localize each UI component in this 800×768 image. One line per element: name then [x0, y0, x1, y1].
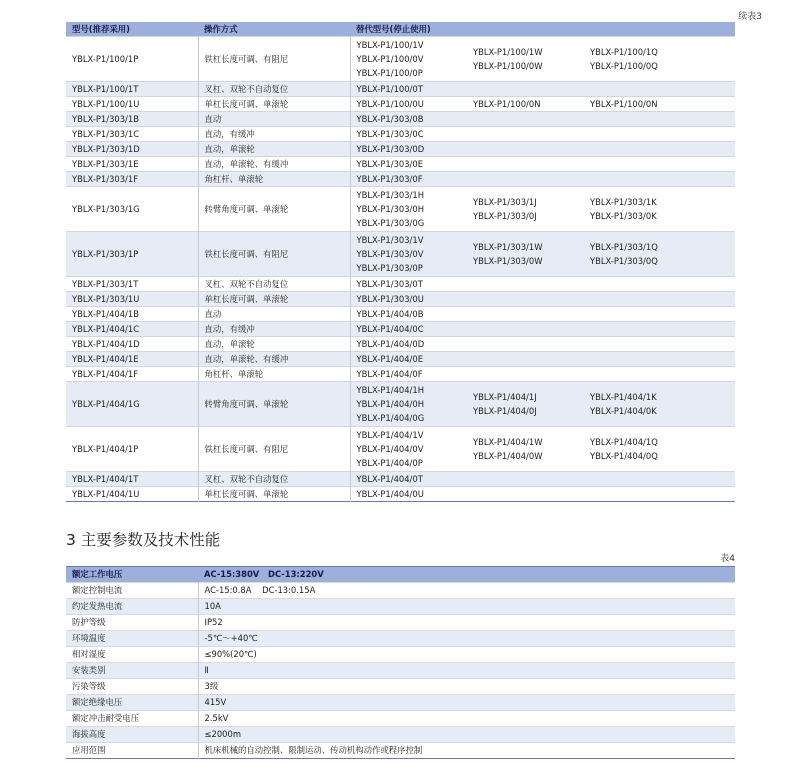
replacement-cell [467, 337, 584, 352]
replacement-model: YBLX-P1/100/0P [356, 68, 423, 78]
replacement-cell [584, 487, 735, 502]
table-row [66, 743, 735, 759]
replacement-model: YBLX-P1/404/0T [356, 474, 423, 484]
parameter-value: Ⅱ [198, 663, 735, 679]
replacement-cell [467, 307, 584, 322]
replacement-model: YBLX-P1/303/0T [356, 279, 423, 289]
replacement-cell [584, 127, 735, 142]
table-row [66, 322, 735, 337]
model-cell: YBLX-P1/404/1G [66, 382, 198, 427]
table-header-row [66, 567, 735, 583]
replacement-model: YBLX-P1/303/0W [473, 256, 543, 266]
model-cell: YBLX-P1/404/1E [66, 352, 198, 367]
replacement-cell [467, 127, 584, 142]
replacement-model: YBLX-P1/404/0D [356, 339, 425, 349]
table-row [66, 187, 735, 232]
replacement-model: YBLX-P1/404/0W [473, 451, 543, 461]
replacement-cell [467, 172, 584, 187]
table-row [66, 112, 735, 127]
replacement-model: YBLX-P1/303/0J [473, 211, 537, 221]
table4-caption: 表4 [720, 554, 735, 564]
replacement-cell [350, 352, 467, 367]
replacement-model: YBLX-P1/303/0K [590, 211, 657, 221]
table-row [66, 307, 735, 322]
table-row [66, 97, 735, 112]
replacement-cell [350, 427, 467, 472]
replacement-model: YBLX-P1/100/0N [473, 99, 541, 109]
operation-cell: 铁杠长度可调、有阻尼 [198, 427, 350, 472]
replacement-cell [350, 97, 467, 112]
replacement-model: YBLX-P1/303/0F [356, 174, 423, 184]
replacement-cell [350, 37, 467, 82]
operation-cell: 直动，有缓冲 [198, 127, 350, 142]
operation-cell: 叉杠、双轮不自动复位 [198, 472, 350, 487]
replacement-model: YBLX-P1/404/0F [356, 369, 423, 379]
parameter-value: AC-15:0.8A DC-13:0.15A [198, 583, 735, 599]
replacement-model: YBLX-P1/100/0V [356, 54, 424, 64]
parameter-name: 污染等级 [66, 679, 198, 695]
parameter-value: 机床机械的自动控制、限制运动、传动机构动作或程序控制 [198, 743, 735, 759]
replacement-cell [350, 472, 467, 487]
replacement-model: YBLX-P1/100/0Q [590, 61, 658, 71]
operation-cell: 铁杠长度可调、有阻尼 [198, 37, 350, 82]
parameter-value: 2.5kV [198, 711, 735, 727]
replacement-cell [467, 112, 584, 127]
replacement-model: YBLX-P1/303/0U [356, 294, 424, 304]
operation-cell: 直动，单滚轮 [198, 142, 350, 157]
table-row [66, 277, 735, 292]
replacement-model: YBLX-P1/303/1J [473, 197, 537, 207]
model-cell: YBLX-P1/404/1T [66, 472, 198, 487]
model-cell: YBLX-P1/404/1C [66, 322, 198, 337]
operation-cell: 直动，单滚轮、有缓冲 [198, 157, 350, 172]
table-row [66, 647, 735, 663]
replacement-model: YBLX-P1/404/0H [356, 399, 425, 409]
table-row [66, 142, 735, 157]
replacement-model: YBLX-P1/303/0D [356, 144, 425, 154]
replacement-cell [350, 337, 467, 352]
replacement-cell [350, 187, 467, 232]
model-cell: YBLX-P1/303/1B [66, 112, 198, 127]
replacement-cell [584, 337, 735, 352]
replacement-model: YBLX-P1/100/0T [356, 84, 423, 94]
replacement-cell [467, 367, 584, 382]
replacement-cell [467, 352, 584, 367]
table-row [66, 583, 735, 599]
replacement-model: YBLX-P1/303/1K [590, 197, 657, 207]
replacement-cell [350, 82, 467, 97]
header-rated-voltage-value: AC-15:380V DC-13:220V [198, 567, 735, 583]
replacement-model: YBLX-P1/303/1V [356, 235, 424, 245]
replacement-model-table [66, 22, 735, 502]
replacement-model: YBLX-P1/404/0E [356, 354, 423, 364]
replacement-cell [584, 352, 735, 367]
parameter-value: ≤2000m [198, 727, 735, 743]
replacement-model: YBLX-P1/303/0P [356, 263, 423, 273]
parameter-name: 相对湿度 [66, 647, 198, 663]
replacement-cell [467, 277, 584, 292]
replacement-model: YBLX-P1/404/0J [473, 406, 537, 416]
replacement-model: YBLX-P1/100/1V [356, 40, 424, 50]
replacement-cell [350, 232, 467, 277]
replacement-cell [467, 487, 584, 502]
replacement-cell [584, 232, 735, 277]
table-row [66, 37, 735, 82]
replacement-cell [350, 172, 467, 187]
parameter-value: 415V [198, 695, 735, 711]
replacement-cell [584, 427, 735, 472]
operation-cell: 单杠长度可调、单滚轮 [198, 487, 350, 502]
replacement-cell [350, 292, 467, 307]
header-recommended-model: 型号(推荐采用) [66, 22, 198, 37]
table-row [66, 487, 735, 502]
model-cell: YBLX-P1/404/1D [66, 337, 198, 352]
replacement-model: YBLX-P1/100/0N [590, 99, 658, 109]
operation-cell: 单杠长度可调、单滚轮 [198, 97, 350, 112]
operation-cell: 角杠杆、单滚轮 [198, 367, 350, 382]
model-cell: YBLX-P1/404/1P [66, 427, 198, 472]
table-row [66, 679, 735, 695]
replacement-cell [584, 157, 735, 172]
replacement-cell [584, 322, 735, 337]
operation-cell: 直动，单滚轮 [198, 337, 350, 352]
replacement-cell [350, 127, 467, 142]
replacement-model: YBLX-P1/303/0V [356, 249, 424, 259]
table-row [66, 292, 735, 307]
model-cell: YBLX-P1/404/1U [66, 487, 198, 502]
model-cell: YBLX-P1/303/1F [66, 172, 198, 187]
replacement-cell [467, 187, 584, 232]
replacement-cell [467, 427, 584, 472]
replacement-model: YBLX-P1/404/0V [356, 444, 424, 454]
header-operation-mode: 操作方式 [198, 22, 350, 37]
replacement-cell [350, 307, 467, 322]
replacement-model: YBLX-P1/303/0E [356, 159, 423, 169]
parameter-name: 防护等级 [66, 615, 198, 631]
parameter-value: -5℃～+40℃ [198, 631, 735, 647]
replacement-cell [584, 367, 735, 382]
parameter-value: 3级 [198, 679, 735, 695]
parameter-name: 应用范围 [66, 743, 198, 759]
header-rated-voltage-label: 额定工作电压 [66, 567, 198, 583]
replacement-model: YBLX-P1/100/1Q [590, 47, 658, 57]
replacement-cell [467, 232, 584, 277]
parameter-name: 约定发热电流 [66, 599, 198, 615]
replacement-model: YBLX-P1/100/1W [473, 47, 543, 57]
replacement-cell [467, 292, 584, 307]
replacement-cell [350, 112, 467, 127]
parameter-name: 额定冲击耐受电压 [66, 711, 198, 727]
operation-cell: 单杠长度可调、单滚轮 [198, 292, 350, 307]
replacement-model: YBLX-P1/404/1V [356, 430, 424, 440]
model-cell: YBLX-P1/303/1G [66, 187, 198, 232]
replacement-model: YBLX-P1/404/0Q [590, 451, 658, 461]
replacement-model: YBLX-P1/303/0B [356, 114, 424, 124]
replacement-model: YBLX-P1/303/1W [473, 242, 543, 252]
replacement-cell [584, 172, 735, 187]
replacement-cell [467, 82, 584, 97]
replacement-model: YBLX-P1/404/0C [356, 324, 424, 334]
replacement-cell [350, 142, 467, 157]
replacement-cell [584, 187, 735, 232]
model-cell: YBLX-P1/303/1D [66, 142, 198, 157]
parameter-name: 安装类别 [66, 663, 198, 679]
table-row [66, 472, 735, 487]
replacement-model: YBLX-P1/303/0Q [590, 256, 658, 266]
replacement-cell [467, 157, 584, 172]
model-cell: YBLX-P1/100/1T [66, 82, 198, 97]
replacement-cell [584, 382, 735, 427]
table-row [66, 127, 735, 142]
parameter-name: 额定绝缘电压 [66, 695, 198, 711]
replacement-cell [350, 277, 467, 292]
operation-cell: 直动 [198, 112, 350, 127]
parameter-name: 海拔高度 [66, 727, 198, 743]
replacement-cell [350, 157, 467, 172]
replacement-model: YBLX-P1/100/0W [473, 61, 543, 71]
table-row [66, 157, 735, 172]
model-cell: YBLX-P1/303/1U [66, 292, 198, 307]
parameter-value: ≤90%(20℃) [198, 647, 735, 663]
replacement-model: YBLX-P1/404/1H [356, 385, 425, 395]
replacement-model: YBLX-P1/100/0U [356, 99, 424, 109]
replacement-model: YBLX-P1/404/1W [473, 437, 543, 447]
replacement-model: YBLX-P1/404/0P [356, 458, 423, 468]
table-row [66, 427, 735, 472]
operation-cell: 叉杠、双轮不自动复位 [198, 277, 350, 292]
replacement-model: YBLX-P1/303/0C [356, 129, 424, 139]
table-row [66, 711, 735, 727]
replacement-model: YBLX-P1/303/0G [356, 218, 425, 228]
table-row [66, 663, 735, 679]
header-replaced-model: 替代型号(停止使用) [350, 22, 735, 37]
replacement-model: YBLX-P1/404/1J [473, 392, 537, 402]
replacement-model: YBLX-P1/404/0K [590, 406, 657, 416]
replacement-cell [467, 382, 584, 427]
replacement-cell [584, 292, 735, 307]
table-row [66, 599, 735, 615]
table-row [66, 727, 735, 743]
replacement-cell [584, 97, 735, 112]
table-row [66, 615, 735, 631]
replacement-cell [584, 472, 735, 487]
replacement-cell [467, 97, 584, 112]
replacement-cell [584, 307, 735, 322]
replacement-cell [584, 37, 735, 82]
table-row [66, 382, 735, 427]
replacement-cell [350, 487, 467, 502]
operation-cell: 转臂角度可调、单滚轮 [198, 187, 350, 232]
model-cell: YBLX-P1/404/1F [66, 367, 198, 382]
replacement-cell [467, 472, 584, 487]
parameter-value: IP52 [198, 615, 735, 631]
model-cell: YBLX-P1/404/1B [66, 307, 198, 322]
operation-cell: 叉杠、双轮不自动复位 [198, 82, 350, 97]
replacement-cell [467, 142, 584, 157]
operation-cell: 转臂角度可调、单滚轮 [198, 382, 350, 427]
replacement-cell [350, 367, 467, 382]
replacement-model: YBLX-P1/404/0G [356, 413, 425, 423]
model-cell: YBLX-P1/100/1U [66, 97, 198, 112]
parameter-name: 环境温度 [66, 631, 198, 647]
model-cell: YBLX-P1/100/1P [66, 37, 198, 82]
parameter-value: 10A [198, 599, 735, 615]
model-cell: YBLX-P1/303/1T [66, 277, 198, 292]
model-cell: YBLX-P1/303/1C [66, 127, 198, 142]
section-title: 3 主要参数及技术性能 [66, 531, 221, 549]
replacement-model: YBLX-P1/303/0H [356, 204, 425, 214]
replacement-cell [350, 322, 467, 337]
replacement-cell [467, 322, 584, 337]
replacement-model: YBLX-P1/404/0U [356, 489, 424, 499]
model-cell: YBLX-P1/303/1P [66, 232, 198, 277]
table3-caption: 续表3 [738, 12, 762, 22]
operation-cell: 直动，单滚轮、有缓冲 [198, 352, 350, 367]
main-parameters-table [66, 566, 735, 759]
table-row [66, 695, 735, 711]
model-cell: YBLX-P1/303/1E [66, 157, 198, 172]
table-row [66, 367, 735, 382]
operation-cell: 直动 [198, 307, 350, 322]
replacement-cell [584, 142, 735, 157]
table-header-row [66, 22, 735, 37]
replacement-model: YBLX-P1/404/1K [590, 392, 657, 402]
operation-cell: 角杠杆、单滚轮 [198, 172, 350, 187]
replacement-model: YBLX-P1/303/1H [356, 190, 425, 200]
replacement-cell [584, 277, 735, 292]
table-row [66, 337, 735, 352]
replacement-cell [584, 82, 735, 97]
replacement-model: YBLX-P1/303/1Q [590, 242, 658, 252]
replacement-model: YBLX-P1/404/0B [356, 309, 424, 319]
replacement-model: YBLX-P1/404/1Q [590, 437, 658, 447]
table-row [66, 232, 735, 277]
operation-cell: 铁杠长度可调、有阻尼 [198, 232, 350, 277]
table-row [66, 631, 735, 647]
parameter-name: 额定控制电流 [66, 583, 198, 599]
operation-cell: 直动，有缓冲 [198, 322, 350, 337]
replacement-cell [467, 37, 584, 82]
table-row [66, 172, 735, 187]
table-row [66, 82, 735, 97]
table-row [66, 352, 735, 367]
replacement-cell [584, 112, 735, 127]
replacement-cell [350, 382, 467, 427]
